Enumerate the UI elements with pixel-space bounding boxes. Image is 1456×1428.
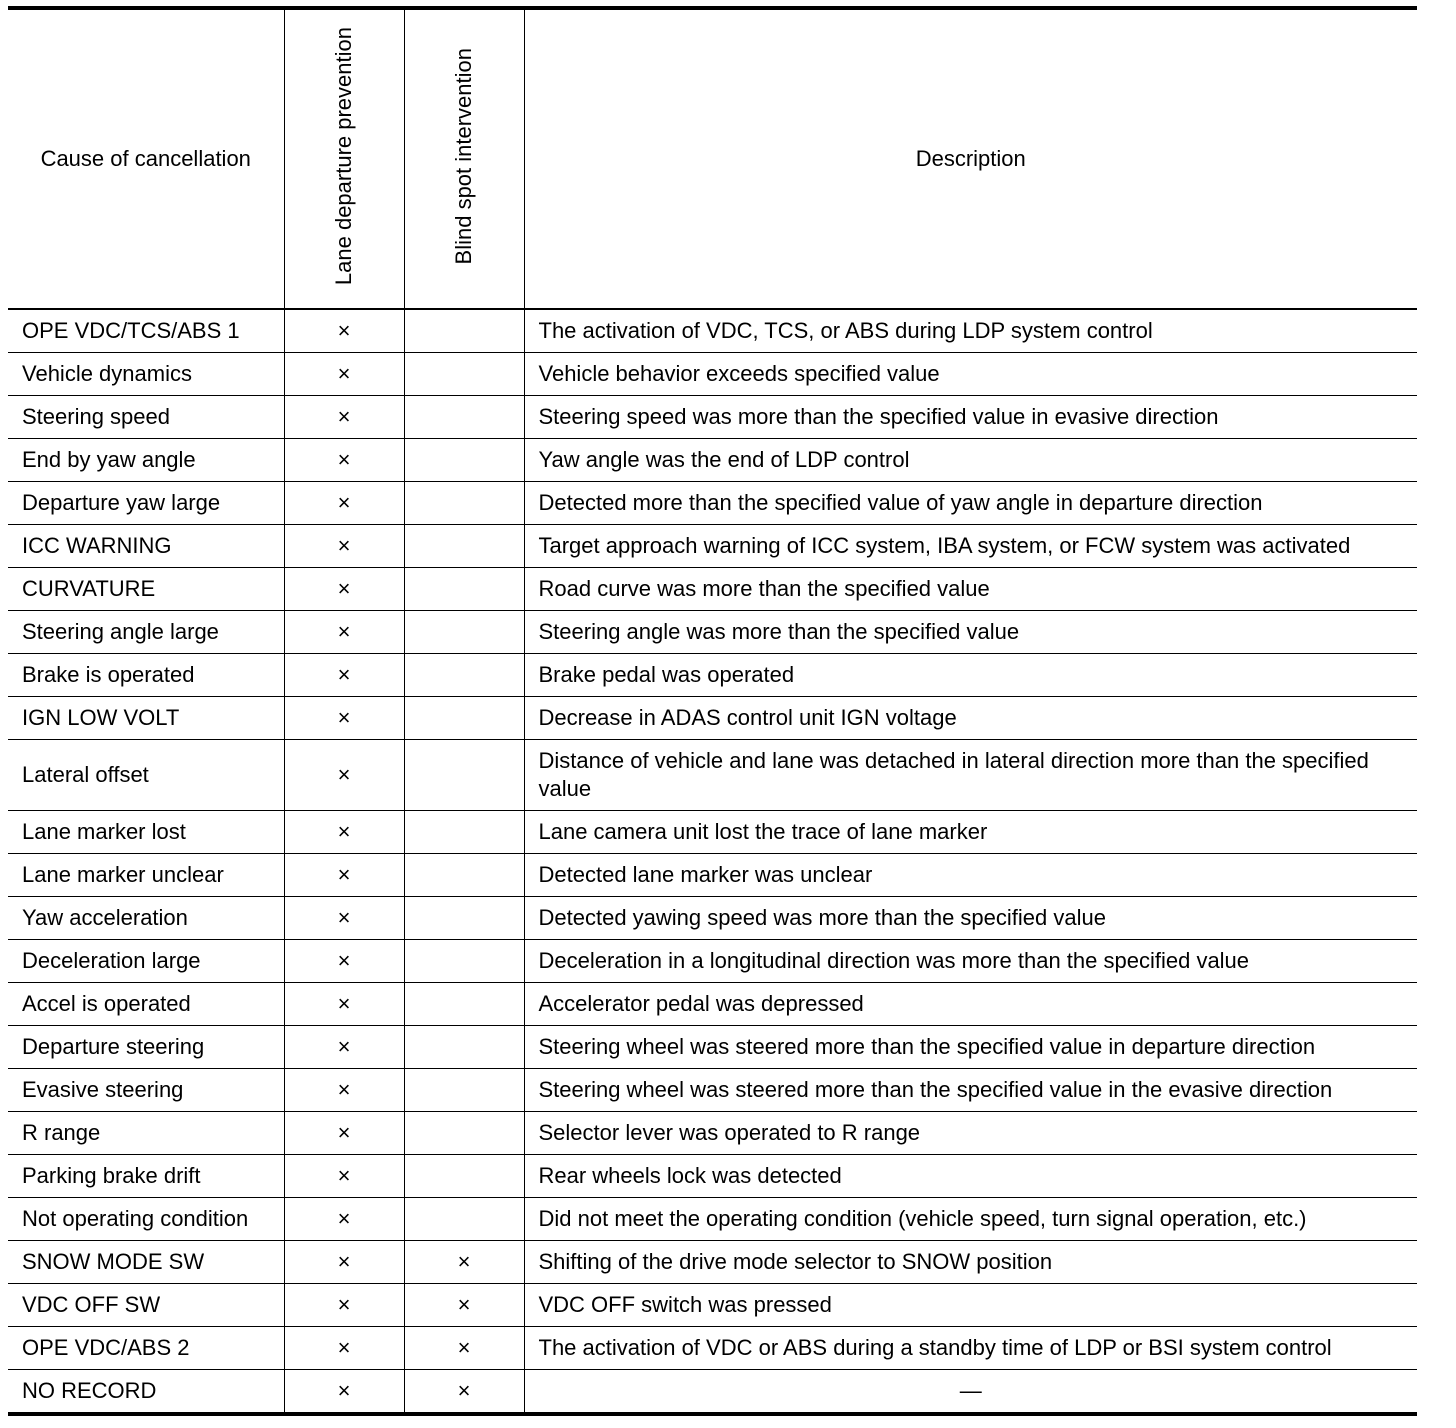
bsi-mark-cell: × [404, 1370, 524, 1415]
table-row [8, 1284, 1417, 1327]
description-cell: Deceleration in a longitudinal direction was more than the specified value [524, 940, 1417, 983]
table-row [8, 396, 1417, 439]
header-cause-label: Cause of cancellation [40, 146, 251, 171]
cancellation-table [8, 6, 1417, 1416]
ldp-mark-cell: × [284, 1370, 404, 1415]
ldp-mark-cell: × [284, 482, 404, 525]
cause-cell: CURVATURE [8, 568, 284, 611]
table-row [8, 1026, 1417, 1069]
cause-cell: Lane marker lost [8, 811, 284, 854]
ldp-mark-cell: × [284, 1241, 404, 1284]
bsi-mark-cell [404, 740, 524, 811]
description-cell: — [524, 1370, 1417, 1415]
bsi-mark-cell [404, 525, 524, 568]
ldp-mark-cell: × [284, 611, 404, 654]
description-cell: Vehicle behavior exceeds specified value [524, 353, 1417, 396]
description-cell: Yaw angle was the end of LDP control [524, 439, 1417, 482]
table-row [8, 940, 1417, 983]
table-row [8, 1198, 1417, 1241]
bsi-mark-cell [404, 353, 524, 396]
description-cell: Road curve was more than the specified value [524, 568, 1417, 611]
cause-cell: Steering angle large [8, 611, 284, 654]
bsi-mark-cell [404, 1069, 524, 1112]
cause-cell: Vehicle dynamics [8, 353, 284, 396]
table-body [8, 309, 1417, 1414]
table-row [8, 525, 1417, 568]
header-bsi-label: Blind spot intervention [451, 47, 476, 265]
bsi-mark-cell [404, 897, 524, 940]
description-cell: Brake pedal was operated [524, 654, 1417, 697]
cause-cell: Evasive steering [8, 1069, 284, 1112]
header-row [8, 8, 1417, 309]
bsi-mark-cell [404, 811, 524, 854]
table-row [8, 740, 1417, 811]
bsi-mark-cell [404, 854, 524, 897]
ldp-mark-cell: × [284, 1327, 404, 1370]
table-row [8, 1241, 1417, 1284]
bsi-mark-cell [404, 983, 524, 1026]
table-header [8, 8, 1417, 309]
description-cell: Detected more than the specified value of yaw angle in departure direction [524, 482, 1417, 525]
description-cell: The activation of VDC or ABS during a standby time of LDP or BSI system control [524, 1327, 1417, 1370]
description-cell: Detected lane marker was unclear [524, 854, 1417, 897]
description-cell: Accelerator pedal was depressed [524, 983, 1417, 1026]
table-row [8, 654, 1417, 697]
ldp-mark-cell: × [284, 983, 404, 1026]
ldp-mark-cell: × [284, 1155, 404, 1198]
header-cause [8, 8, 284, 309]
ldp-mark-cell: × [284, 525, 404, 568]
table-row [8, 611, 1417, 654]
bsi-mark-cell [404, 1155, 524, 1198]
cause-cell: Departure yaw large [8, 482, 284, 525]
description-cell: Steering angle was more than the specified value [524, 611, 1417, 654]
cause-cell: IGN LOW VOLT [8, 697, 284, 740]
bsi-mark-cell [404, 482, 524, 525]
cancellation-table-container [8, 6, 1417, 1416]
table-row [8, 983, 1417, 1026]
header-ldp-label: Lane departure prevention [331, 26, 356, 286]
ldp-mark-cell: × [284, 897, 404, 940]
table-row [8, 897, 1417, 940]
bsi-mark-cell [404, 1112, 524, 1155]
description-cell: Distance of vehicle and lane was detached in lateral direction more than the specified value [524, 740, 1417, 811]
table-row [8, 1069, 1417, 1112]
table-row [8, 353, 1417, 396]
ldp-mark-cell: × [284, 1198, 404, 1241]
description-cell: Shifting of the drive mode selector to SNOW position [524, 1241, 1417, 1284]
description-cell: VDC OFF switch was pressed [524, 1284, 1417, 1327]
cause-cell: Not operating condition [8, 1198, 284, 1241]
table-row [8, 697, 1417, 740]
description-cell: The activation of VDC, TCS, or ABS during LDP system control [524, 309, 1417, 353]
ldp-mark-cell: × [284, 854, 404, 897]
bsi-mark-cell [404, 439, 524, 482]
bsi-mark-cell [404, 1198, 524, 1241]
table-row [8, 439, 1417, 482]
cause-cell: Brake is operated [8, 654, 284, 697]
table-row [8, 854, 1417, 897]
description-cell: Rear wheels lock was detected [524, 1155, 1417, 1198]
description-cell: Steering wheel was steered more than the specified value in the evasive direction [524, 1069, 1417, 1112]
table-row [8, 1327, 1417, 1370]
cause-cell: VDC OFF SW [8, 1284, 284, 1327]
ldp-mark-cell: × [284, 697, 404, 740]
description-cell: Selector lever was operated to R range [524, 1112, 1417, 1155]
bsi-mark-cell [404, 697, 524, 740]
table-row [8, 309, 1417, 353]
ldp-mark-cell: × [284, 353, 404, 396]
description-cell: Did not meet the operating condition (vehicle speed, turn signal operation, etc.) [524, 1198, 1417, 1241]
cause-cell: Accel is operated [8, 983, 284, 1026]
bsi-mark-cell [404, 654, 524, 697]
description-cell: Decrease in ADAS control unit IGN voltage [524, 697, 1417, 740]
cause-cell: NO RECORD [8, 1370, 284, 1415]
table-row [8, 1112, 1417, 1155]
cause-cell: End by yaw angle [8, 439, 284, 482]
bsi-mark-cell [404, 1026, 524, 1069]
ldp-mark-cell: × [284, 740, 404, 811]
bsi-mark-cell: × [404, 1327, 524, 1370]
header-bsi [404, 8, 524, 309]
ldp-mark-cell: × [284, 568, 404, 611]
table-row [8, 1370, 1417, 1415]
ldp-mark-cell: × [284, 1284, 404, 1327]
bsi-mark-cell [404, 396, 524, 439]
bsi-mark-cell: × [404, 1284, 524, 1327]
ldp-mark-cell: × [284, 940, 404, 983]
description-cell: Target approach warning of ICC system, IBA system, or FCW system was activated [524, 525, 1417, 568]
cause-cell: OPE VDC/ABS 2 [8, 1327, 284, 1370]
cause-cell: Steering speed [8, 396, 284, 439]
cause-cell: Parking brake drift [8, 1155, 284, 1198]
cause-cell: OPE VDC/TCS/ABS 1 [8, 309, 284, 353]
cause-cell: Yaw acceleration [8, 897, 284, 940]
cause-cell: SNOW MODE SW [8, 1241, 284, 1284]
header-ldp [284, 8, 404, 309]
ldp-mark-cell: × [284, 309, 404, 353]
cause-cell: R range [8, 1112, 284, 1155]
bsi-mark-cell [404, 611, 524, 654]
bsi-mark-cell [404, 309, 524, 353]
header-description-label: Description [915, 146, 1026, 171]
table-row [8, 568, 1417, 611]
ldp-mark-cell: × [284, 1069, 404, 1112]
description-cell: Lane camera unit lost the trace of lane marker [524, 811, 1417, 854]
description-cell: Detected yawing speed was more than the specified value [524, 897, 1417, 940]
bsi-mark-cell [404, 568, 524, 611]
cause-cell: ICC WARNING [8, 525, 284, 568]
table-row [8, 811, 1417, 854]
table-row [8, 482, 1417, 525]
cause-cell: Lateral offset [8, 740, 284, 811]
ldp-mark-cell: × [284, 1026, 404, 1069]
ldp-mark-cell: × [284, 396, 404, 439]
ldp-mark-cell: × [284, 1112, 404, 1155]
bsi-mark-cell [404, 940, 524, 983]
ldp-mark-cell: × [284, 439, 404, 482]
header-description [524, 8, 1417, 309]
bsi-mark-cell: × [404, 1241, 524, 1284]
table-row [8, 1155, 1417, 1198]
cause-cell: Departure steering [8, 1026, 284, 1069]
cause-cell: Lane marker unclear [8, 854, 284, 897]
ldp-mark-cell: × [284, 654, 404, 697]
ldp-mark-cell: × [284, 811, 404, 854]
cause-cell: Deceleration large [8, 940, 284, 983]
description-cell: Steering wheel was steered more than the specified value in departure direction [524, 1026, 1417, 1069]
description-cell: Steering speed was more than the specified value in evasive direction [524, 396, 1417, 439]
